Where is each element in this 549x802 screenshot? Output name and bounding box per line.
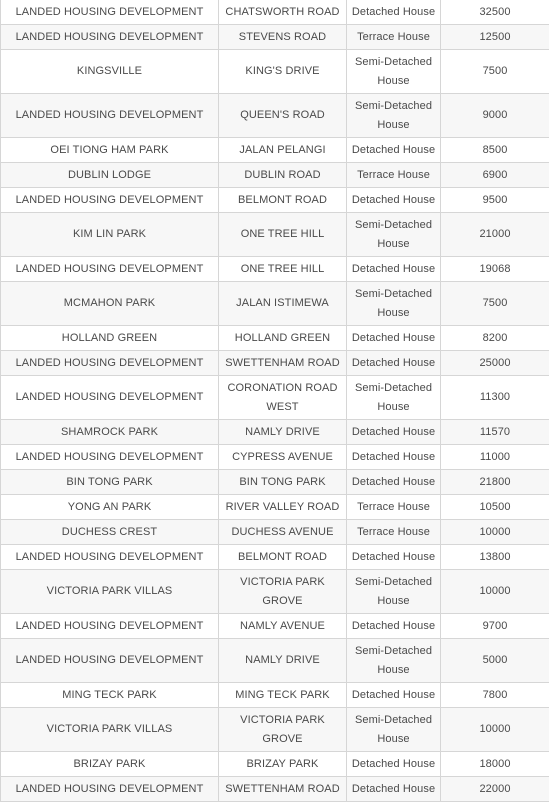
road-cell: NAMLY AVENUE [219, 614, 347, 639]
land-area-cell: 32500 [441, 0, 549, 25]
table-row [1, 257, 549, 282]
development-name-cell: LANDED HOUSING DEVELOPMENT [1, 351, 219, 376]
road-cell: NAMLY DRIVE [219, 420, 347, 445]
property-table-body [1, 0, 549, 802]
house-type-cell: Terrace House [347, 520, 441, 545]
road-cell: BELMONT ROAD [219, 188, 347, 213]
development-name-cell: LANDED HOUSING DEVELOPMENT [1, 94, 219, 138]
land-area-cell: 9700 [441, 614, 549, 639]
development-name-cell: LANDED HOUSING DEVELOPMENT [1, 777, 219, 802]
road-cell: QUEEN'S ROAD [219, 94, 347, 138]
development-name-cell: LANDED HOUSING DEVELOPMENT [1, 0, 219, 25]
land-area-cell: 6900 [441, 163, 549, 188]
development-name-cell: LANDED HOUSING DEVELOPMENT [1, 188, 219, 213]
development-name-cell: LANDED HOUSING DEVELOPMENT [1, 376, 219, 420]
development-name-cell: MCMAHON PARK [1, 282, 219, 326]
house-type-cell: Detached House [347, 683, 441, 708]
development-name-cell: LANDED HOUSING DEVELOPMENT [1, 614, 219, 639]
house-type-cell: Detached House [347, 257, 441, 282]
road-cell: DUBLIN ROAD [219, 163, 347, 188]
land-area-cell: 18000 [441, 752, 549, 777]
road-cell: BELMONT ROAD [219, 545, 347, 570]
development-name-cell: BRIZAY PARK [1, 752, 219, 777]
land-area-cell: 22000 [441, 777, 549, 802]
table-row [1, 752, 549, 777]
table-row [1, 420, 549, 445]
table-row [1, 614, 549, 639]
land-area-cell: 19068 [441, 257, 549, 282]
land-area-cell: 13800 [441, 545, 549, 570]
house-type-cell: Detached House [347, 326, 441, 351]
table-row [1, 495, 549, 520]
house-type-cell: Semi-Detached House [347, 282, 441, 326]
road-cell: JALAN ISTIMEWA [219, 282, 347, 326]
house-type-cell: Detached House [347, 545, 441, 570]
table-row [1, 50, 549, 94]
house-type-cell: Semi-Detached House [347, 639, 441, 683]
land-area-cell: 9000 [441, 94, 549, 138]
land-area-cell: 5000 [441, 639, 549, 683]
table-row [1, 213, 549, 257]
table-row [1, 376, 549, 420]
table-row [1, 777, 549, 802]
land-area-cell: 12500 [441, 25, 549, 50]
house-type-cell: Semi-Detached House [347, 708, 441, 752]
table-row [1, 639, 549, 683]
land-area-cell: 11570 [441, 420, 549, 445]
house-type-cell: Detached House [347, 351, 441, 376]
table-row [1, 683, 549, 708]
land-area-cell: 11000 [441, 445, 549, 470]
house-type-cell: Terrace House [347, 25, 441, 50]
house-type-cell: Terrace House [347, 495, 441, 520]
land-area-cell: 25000 [441, 351, 549, 376]
development-name-cell: VICTORIA PARK VILLAS [1, 708, 219, 752]
house-type-cell: Detached House [347, 188, 441, 213]
land-area-cell: 7500 [441, 282, 549, 326]
table-row [1, 708, 549, 752]
road-cell: VICTORIA PARK GROVE [219, 708, 347, 752]
house-type-cell: Detached House [347, 445, 441, 470]
development-name-cell: OEI TIONG HAM PARK [1, 138, 219, 163]
development-name-cell: LANDED HOUSING DEVELOPMENT [1, 25, 219, 50]
development-name-cell: DUBLIN LODGE [1, 163, 219, 188]
house-type-cell: Semi-Detached House [347, 213, 441, 257]
land-area-cell: 7800 [441, 683, 549, 708]
road-cell: CYPRESS AVENUE [219, 445, 347, 470]
road-cell: ONE TREE HILL [219, 213, 347, 257]
table-row [1, 282, 549, 326]
road-cell: SWETTENHAM ROAD [219, 351, 347, 376]
land-area-cell: 7500 [441, 50, 549, 94]
table-row [1, 25, 549, 50]
table-row [1, 188, 549, 213]
table-row [1, 0, 549, 25]
land-area-cell: 10500 [441, 495, 549, 520]
land-area-cell: 21800 [441, 470, 549, 495]
road-cell: DUCHESS AVENUE [219, 520, 347, 545]
table-row [1, 138, 549, 163]
house-type-cell: Detached House [347, 752, 441, 777]
table-row [1, 520, 549, 545]
development-name-cell: LANDED HOUSING DEVELOPMENT [1, 257, 219, 282]
road-cell: CHATSWORTH ROAD [219, 0, 347, 25]
development-name-cell: LANDED HOUSING DEVELOPMENT [1, 639, 219, 683]
house-type-cell: Semi-Detached House [347, 570, 441, 614]
table-row [1, 351, 549, 376]
land-area-cell: 8500 [441, 138, 549, 163]
road-cell: JALAN PELANGI [219, 138, 347, 163]
development-name-cell: BIN TONG PARK [1, 470, 219, 495]
road-cell: VICTORIA PARK GROVE [219, 570, 347, 614]
house-type-cell: Detached House [347, 614, 441, 639]
development-name-cell: KIM LIN PARK [1, 213, 219, 257]
road-cell: KING'S DRIVE [219, 50, 347, 94]
road-cell: STEVENS ROAD [219, 25, 347, 50]
land-area-cell: 21000 [441, 213, 549, 257]
land-area-cell: 8200 [441, 326, 549, 351]
road-cell: MING TECK PARK [219, 683, 347, 708]
road-cell: BRIZAY PARK [219, 752, 347, 777]
house-type-cell: Detached House [347, 0, 441, 25]
land-area-cell: 10000 [441, 570, 549, 614]
road-cell: BIN TONG PARK [219, 470, 347, 495]
development-name-cell: KINGSVILLE [1, 50, 219, 94]
table-row [1, 94, 549, 138]
development-name-cell: YONG AN PARK [1, 495, 219, 520]
house-type-cell: Detached House [347, 420, 441, 445]
road-cell: NAMLY DRIVE [219, 639, 347, 683]
table-row [1, 445, 549, 470]
road-cell: ONE TREE HILL [219, 257, 347, 282]
land-area-cell: 11300 [441, 376, 549, 420]
house-type-cell: Detached House [347, 777, 441, 802]
table-row [1, 570, 549, 614]
land-area-cell: 10000 [441, 520, 549, 545]
development-name-cell: LANDED HOUSING DEVELOPMENT [1, 445, 219, 470]
house-type-cell: Detached House [347, 138, 441, 163]
house-type-cell: Semi-Detached House [347, 376, 441, 420]
development-name-cell: LANDED HOUSING DEVELOPMENT [1, 545, 219, 570]
road-cell: SWETTENHAM ROAD [219, 777, 347, 802]
development-name-cell: SHAMROCK PARK [1, 420, 219, 445]
development-name-cell: DUCHESS CREST [1, 520, 219, 545]
house-type-cell: Detached House [347, 470, 441, 495]
development-name-cell: VICTORIA PARK VILLAS [1, 570, 219, 614]
house-type-cell: Semi-Detached House [347, 50, 441, 94]
house-type-cell: Semi-Detached House [347, 94, 441, 138]
table-row [1, 545, 549, 570]
development-name-cell: MING TECK PARK [1, 683, 219, 708]
development-name-cell: HOLLAND GREEN [1, 326, 219, 351]
land-area-cell: 10000 [441, 708, 549, 752]
house-type-cell: Terrace House [347, 163, 441, 188]
table-row [1, 470, 549, 495]
table-row [1, 163, 549, 188]
land-area-cell: 9500 [441, 188, 549, 213]
road-cell: CORONATION ROAD WEST [219, 376, 347, 420]
road-cell: RIVER VALLEY ROAD [219, 495, 347, 520]
road-cell: HOLLAND GREEN [219, 326, 347, 351]
table-row [1, 326, 549, 351]
